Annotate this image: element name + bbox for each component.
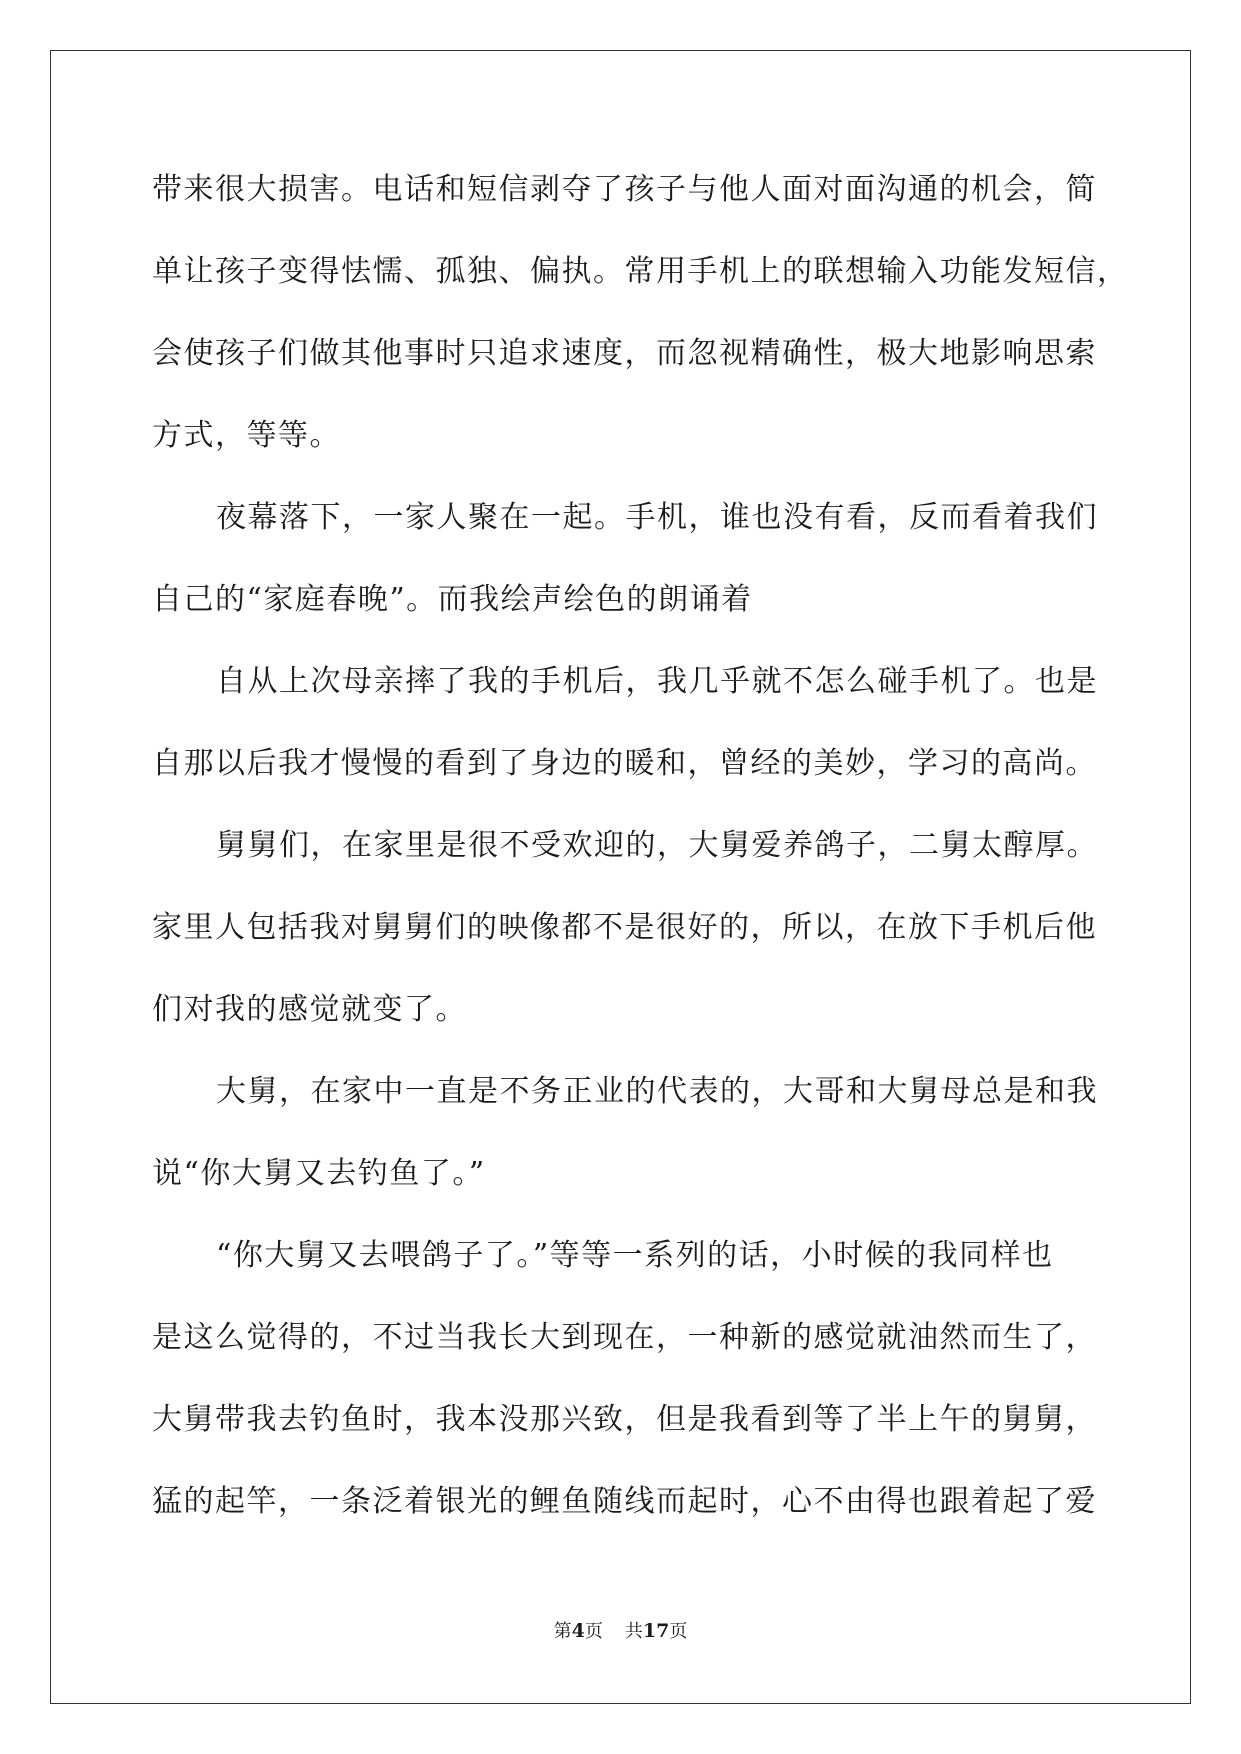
total-prefix: 共 <box>624 1621 643 1642</box>
text-line: 说“你大舅又去钓鱼了。” <box>152 1156 486 1191</box>
text-line: 方式，等等。 <box>152 418 341 453</box>
text-line: 家里人包括我对舅舅们的映像都不是很好的，所以，在放下手机后他 <box>152 910 1097 945</box>
text-line: 自那以后我才慢慢的看到了身边的暖和，曾经的美妙，学习的高尚。 <box>152 746 1097 781</box>
page-suffix: 页 <box>584 1621 603 1642</box>
text-line: 自己的“家庭春晚”。而我绘声绘色的朗诵着 <box>152 582 753 617</box>
paragraph-first-line: 自从上次母亲摔了我的手机后，我几乎就不怎么碰手机了。也是 <box>216 664 1098 699</box>
text-line: 们对我的感觉就变了。 <box>152 992 467 1027</box>
page-footer <box>0 1617 1241 1643</box>
text-line: 单让孩子变得怯懦、孤独、偏执。常用手机上的联想输入功能发短信， <box>152 254 1129 289</box>
total-suffix: 页 <box>669 1621 688 1642</box>
text-line: 带来很大损害。电话和短信剥夺了孩子与他人面对面沟通的机会，简 <box>152 172 1097 207</box>
text-line: 是这么觉得的，不过当我长大到现在，一种新的感觉就油然而生了， <box>152 1320 1097 1355</box>
paragraph-first-line: 大舅，在家中一直是不务正业的代表的，大哥和大舅母总是和我 <box>216 1074 1098 1109</box>
paragraph-first-line: 舅舅们，在家里是很不受欢迎的，大舅爱养鸽子，二舅太醇厚。 <box>216 828 1098 863</box>
page-number: 4 <box>571 1620 585 1642</box>
total-pages: 17 <box>642 1620 670 1642</box>
paragraph-first-line: “你大舅又去喂鸽子了。”等等一系列的话，小时候的我同样也 <box>216 1238 1054 1273</box>
page-prefix: 第 <box>553 1621 572 1642</box>
text-line: 会使孩子们做其他事时只追求速度，而忽视精确性，极大地影响思索 <box>152 336 1097 371</box>
paragraph-first-line: 夜幕落下，一家人聚在一起。手机，谁也没有看，反而看着我们 <box>216 500 1098 535</box>
text-line: 猛的起竿，一条泛着银光的鲤鱼随线而起时，心不由得也跟着起了爱 <box>152 1484 1097 1519</box>
text-line: 大舅带我去钓鱼时，我本没那兴致，但是我看到等了半上午的舅舅， <box>152 1402 1097 1437</box>
document-body <box>152 160 1129 1554</box>
